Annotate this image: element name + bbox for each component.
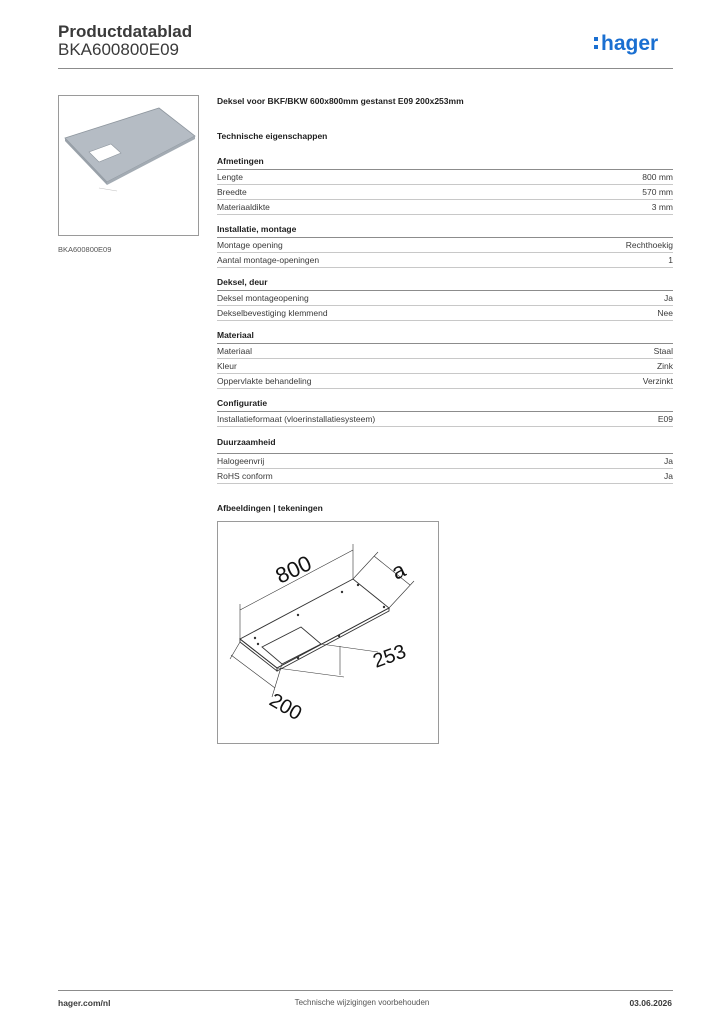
image-caption: BKA600800E09 (58, 245, 112, 254)
group-installation (217, 224, 673, 268)
footer-disclaimer: Technische wijzigingen voorbehouden (294, 998, 430, 1007)
group-sustainability (217, 437, 673, 484)
group-title: Duurzaamheid (217, 437, 673, 454)
group-title: Configuratie (217, 398, 673, 412)
row-value: 570 mm (642, 187, 673, 197)
row-label: Breedte (217, 187, 247, 197)
table-row (217, 344, 673, 359)
row-value: Ja (664, 456, 673, 466)
table-row (217, 412, 673, 427)
row-label: Materiaaldikte (217, 202, 270, 212)
table-row (217, 454, 673, 469)
table-row (217, 374, 673, 389)
group-dimensions (217, 156, 673, 215)
table-row (217, 306, 673, 321)
group-title: Afmetingen (217, 156, 673, 170)
header-divider (58, 68, 673, 69)
row-value: 800 mm (642, 172, 673, 182)
table-row (217, 200, 673, 215)
hager-logo (592, 29, 674, 57)
group-material (217, 330, 673, 389)
technical-drawing (217, 521, 439, 744)
row-label: Oppervlakte behandeling (217, 376, 312, 386)
page-title: Productdatablad (58, 22, 193, 41)
row-label: Dekselbevestiging klemmend (217, 308, 328, 318)
group-configuration (217, 398, 673, 427)
row-label: Montage opening (217, 240, 283, 250)
row-label: Materiaal (217, 346, 252, 356)
table-row (217, 253, 673, 268)
footer-website[interactable]: hager.com/nl (58, 998, 111, 1008)
group-title: Deksel, deur (217, 277, 673, 291)
table-row (217, 185, 673, 200)
row-value: Verzinkt (642, 376, 673, 386)
table-row (217, 238, 673, 253)
row-value: Ja (664, 471, 673, 481)
group-cover-door (217, 277, 673, 321)
table-row (217, 469, 673, 484)
row-label: Kleur (217, 361, 237, 371)
product-title: Deksel voor BKF/BKW 600x800mm gestanst E09 200x253mm (217, 96, 464, 106)
row-label: Lengte (217, 172, 243, 182)
table-row (217, 291, 673, 306)
row-value: 3 mm (651, 202, 673, 212)
row-value: Nee (657, 308, 673, 318)
row-label: Installatieformaat (vloerinstallatiesysteem) (217, 414, 376, 424)
row-value: Ja (664, 293, 673, 303)
row-value: Staal (653, 346, 673, 356)
row-value: Rechthoekig (625, 240, 673, 250)
row-value: 1 (668, 255, 673, 265)
technical-properties-heading: Technische eigenschappen (217, 131, 328, 141)
product-code: BKA600800E09 (58, 40, 179, 59)
product-photo (59, 96, 198, 235)
length-label: 800 (271, 550, 316, 589)
dimension-drawing (218, 522, 438, 743)
row-label: Aantal montage-openingen (217, 255, 320, 265)
row-label: Halogeenvrij (217, 456, 265, 466)
row-value: Zink (656, 361, 673, 371)
product-image (58, 95, 199, 236)
opening-width-label: 200 (265, 689, 306, 726)
footer-date: 03.06.2026 (629, 998, 672, 1008)
table-row (217, 170, 673, 185)
row-label: Deksel montageopening (217, 293, 309, 303)
row-label: RoHS conform (217, 471, 273, 481)
group-title: Installatie, montage (217, 224, 673, 238)
table-row (217, 359, 673, 374)
logo-text: hager (601, 32, 659, 55)
row-value: E09 (657, 414, 673, 424)
group-title: Materiaal (217, 330, 673, 344)
opening-length-label: 253 (370, 640, 410, 673)
width-label: a (387, 556, 410, 585)
footer-divider (58, 990, 673, 991)
images-heading: Afbeeldingen | tekeningen (217, 503, 323, 513)
